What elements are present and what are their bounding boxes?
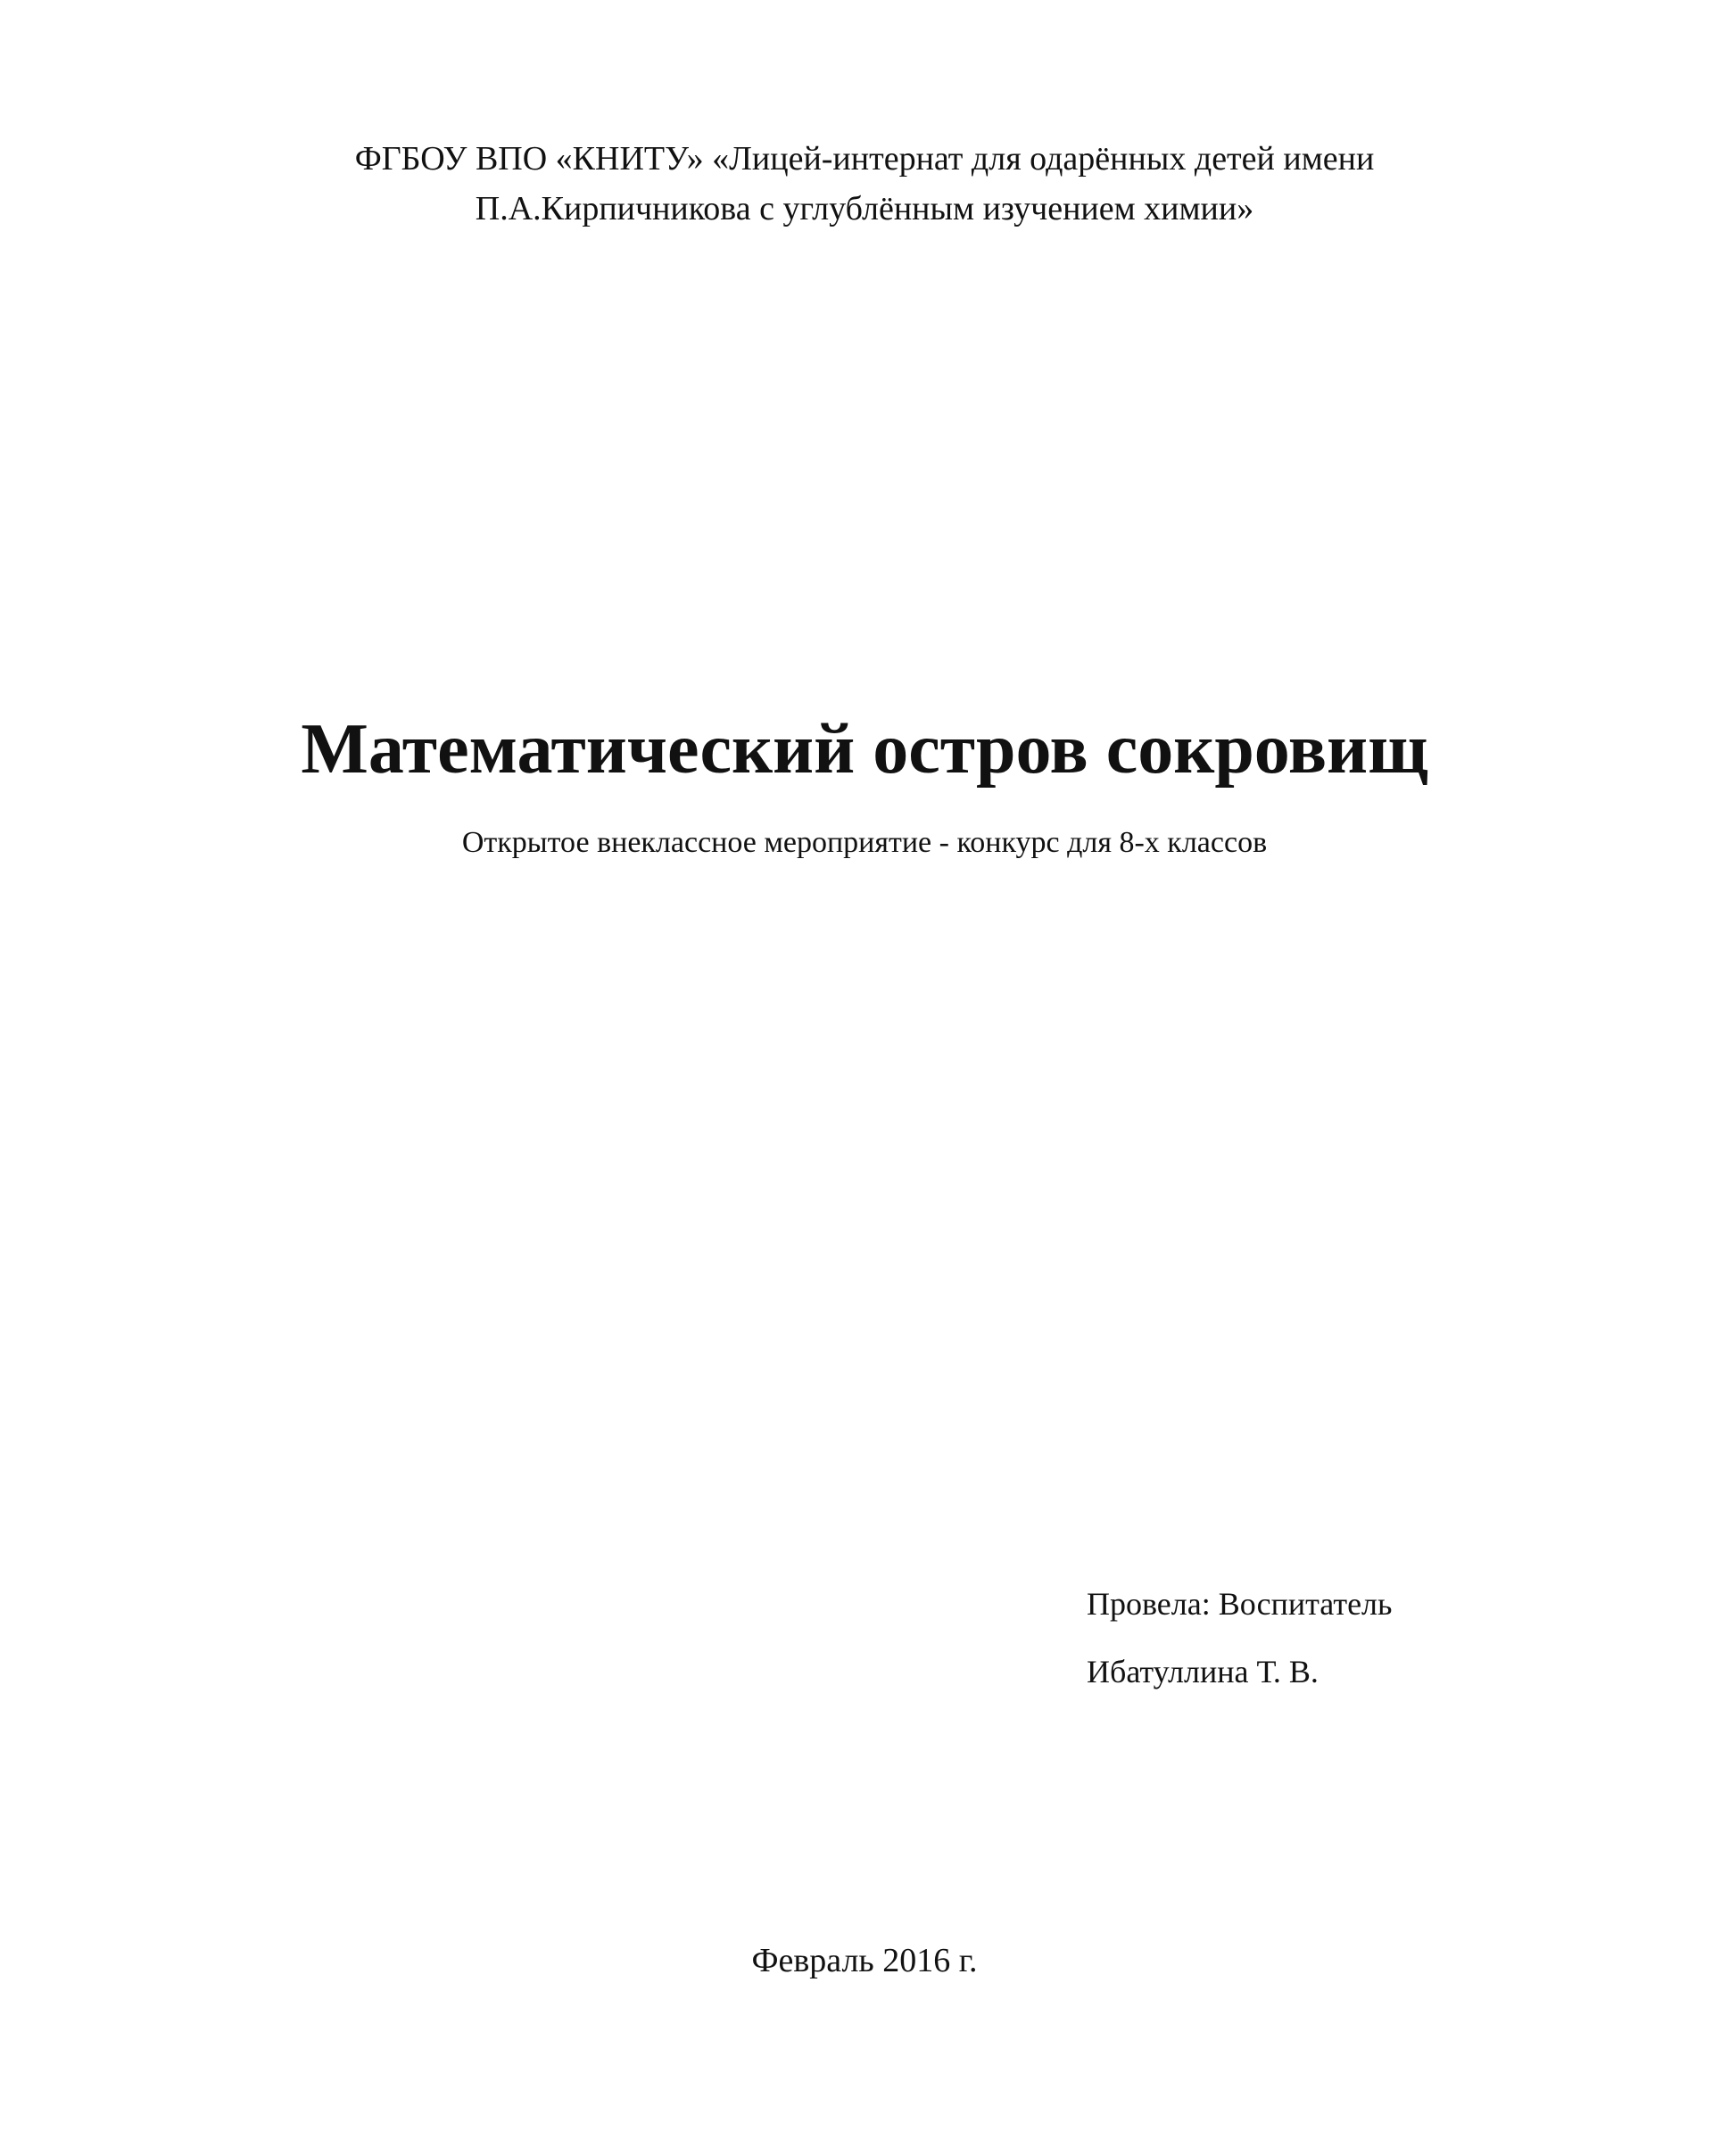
author-block [1087, 1582, 1392, 1717]
institution-header-line-2: П.А.Кирпичникова с углублённым изучением химии» [475, 190, 1254, 227]
author-name: Ибатуллина Т. В. [1087, 1654, 1319, 1689]
author-role: Провела: Воспитатель [1087, 1586, 1393, 1622]
document-date: Февраль 2016 г. [751, 1942, 978, 1979]
document-subtitle: Открытое внеклассное мероприятие - конкурс для 8-х классов [461, 826, 1268, 859]
document-title: Математический остров сокровищ [301, 710, 1428, 789]
institution-header-line-1: ФГБОУ ВПО «КНИТУ» «Лицей-интернат для одарённых детей имени [354, 140, 1375, 178]
institution-header [0, 134, 1729, 234]
